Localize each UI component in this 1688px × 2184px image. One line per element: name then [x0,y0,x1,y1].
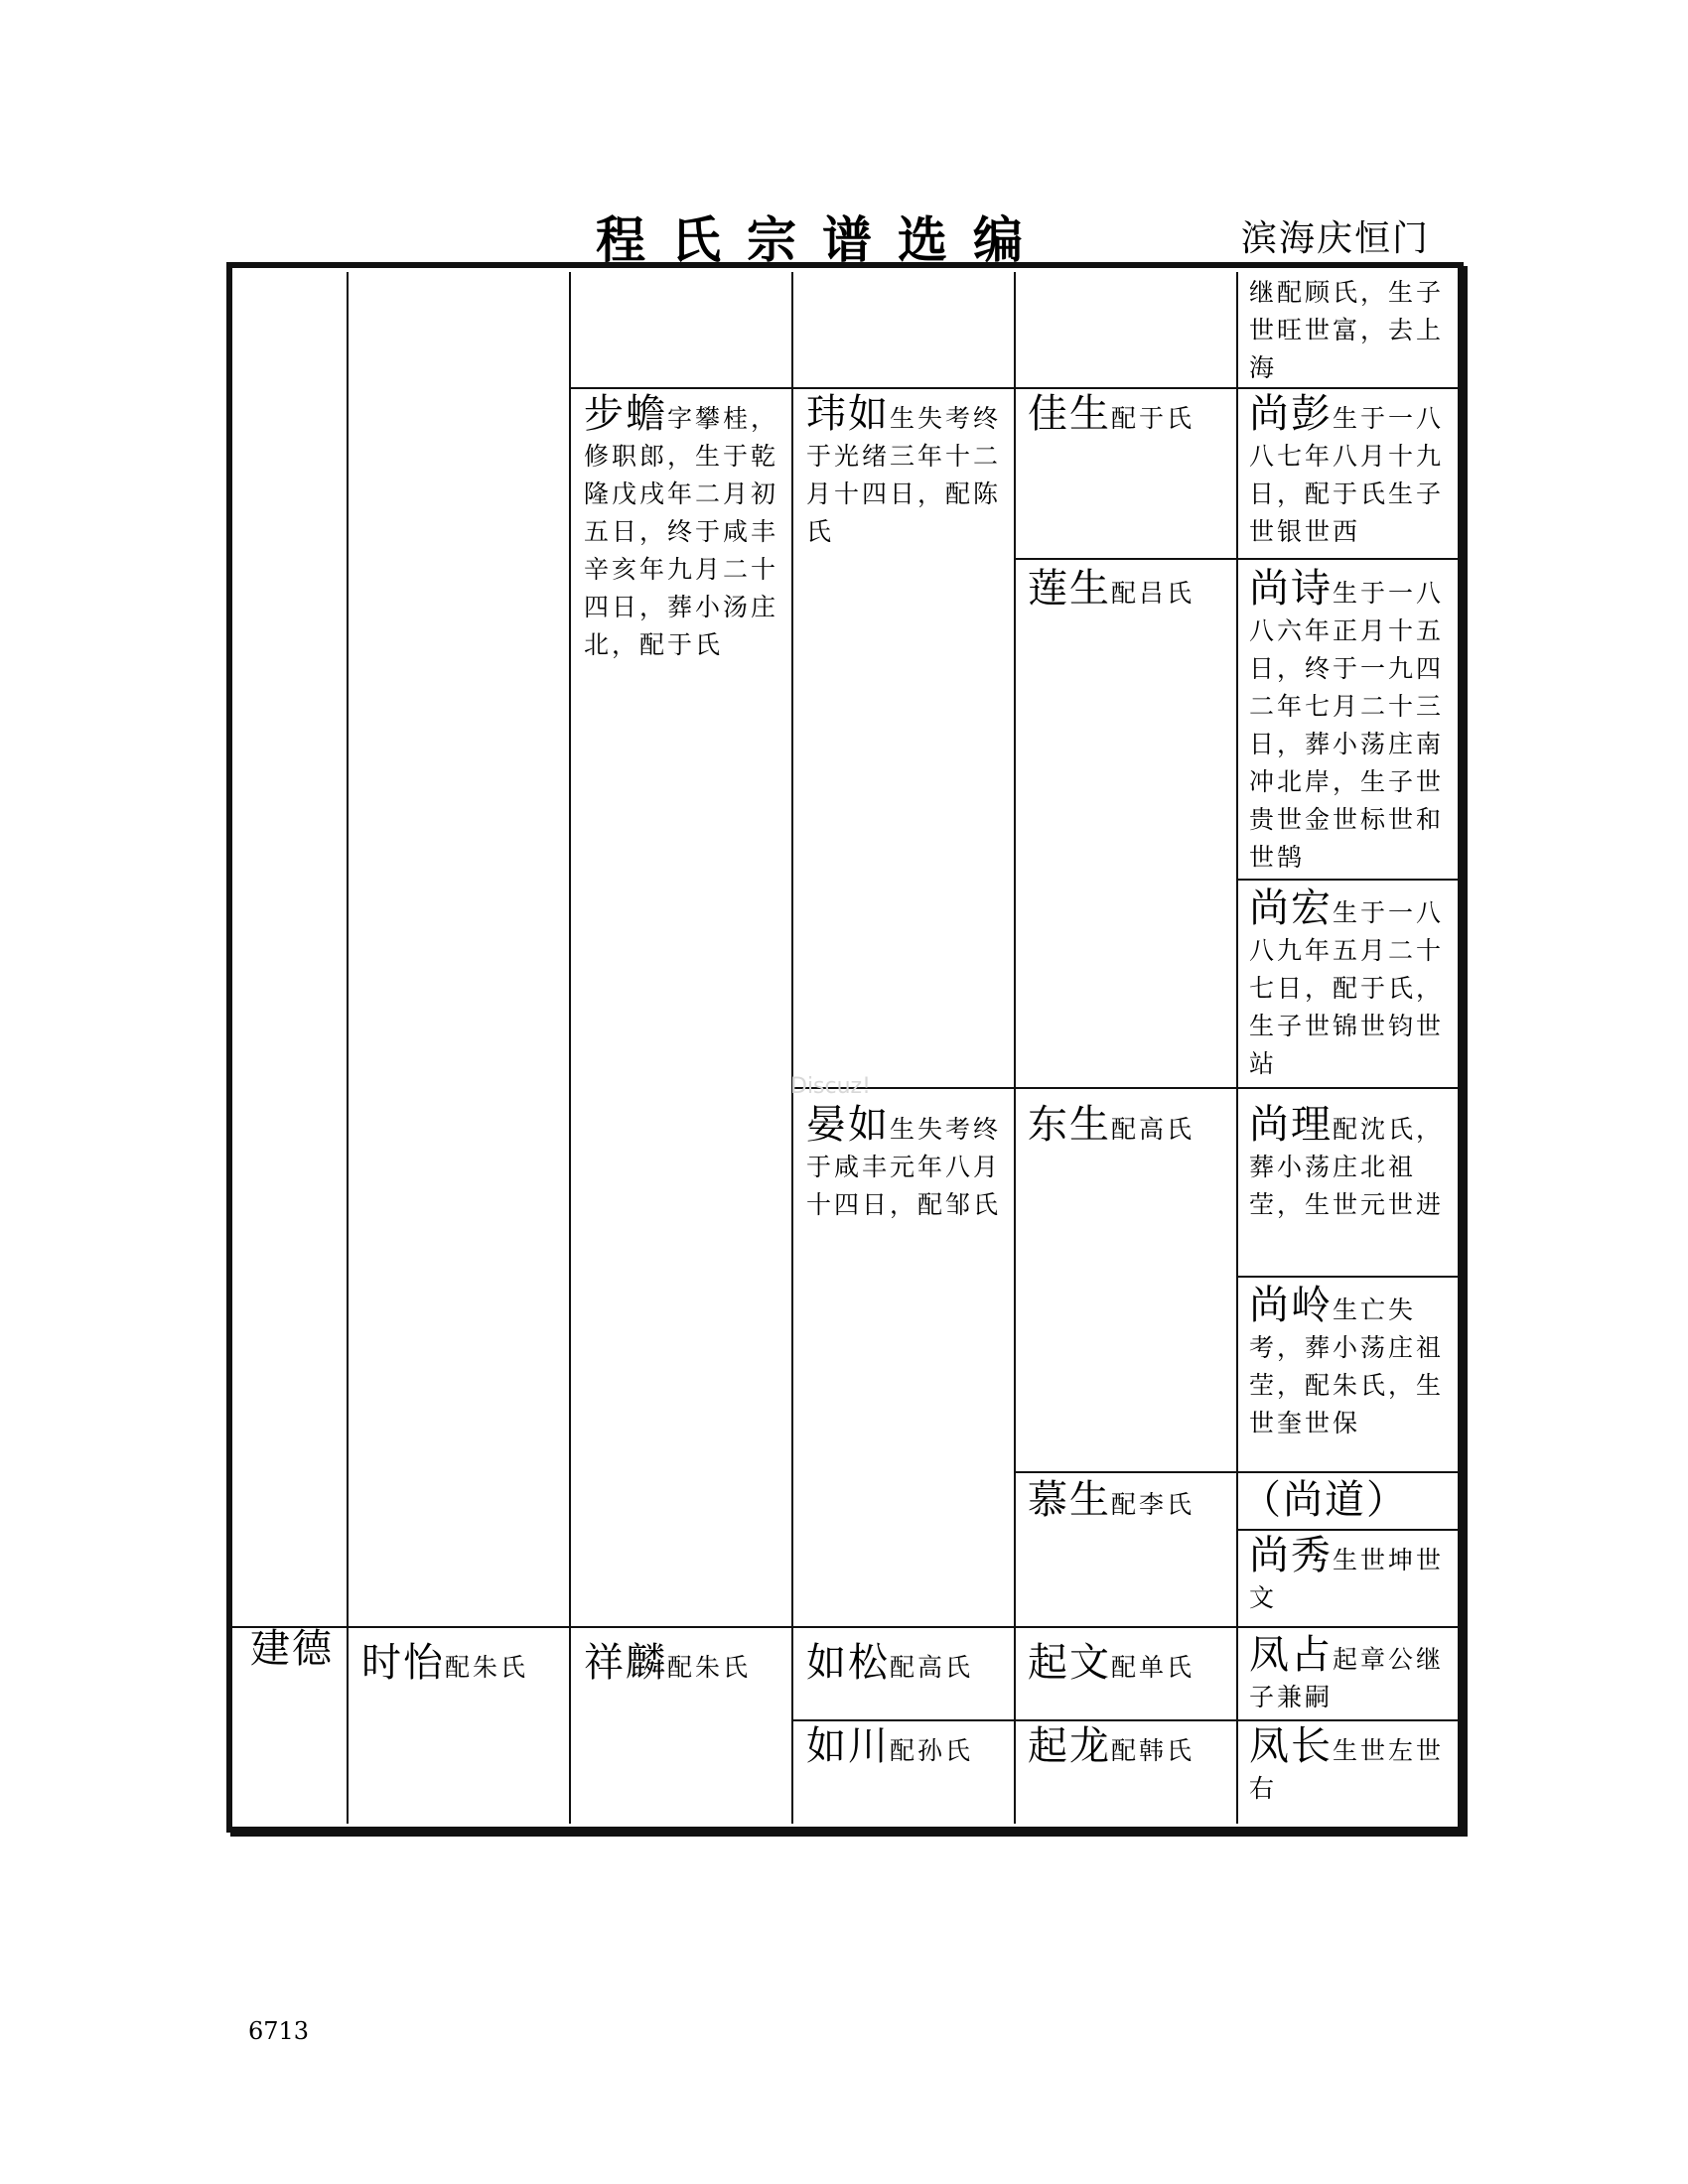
entry-name: 尚岭 [1249,1283,1333,1328]
entry-bu-chan [584,391,779,664]
entry-note: 生于一八八七年八月十九日，配于氏生子世银世西 [1249,404,1445,546]
entry-shang-ling [1249,1283,1452,1442]
entry-name: 慕生 [1028,1477,1111,1523]
entry-note: 配于氏 [1111,404,1196,433]
entry-name: 起文 [1028,1640,1111,1686]
entry-note: 生亡失考，葬小荡庄祖茔，配朱氏，生世奎世保 [1249,1296,1445,1437]
entry-continued-note [1249,274,1452,387]
branch-label: 滨海庆恒门 [1241,218,1431,259]
entry-name: 莲生 [1028,566,1111,612]
row-divider [1236,879,1458,881]
row-divider [791,1719,1458,1721]
column-divider [791,272,793,1824]
row-divider [1236,1276,1458,1278]
entry-name: 时怡 [361,1640,445,1686]
entry-shang-hong [1249,886,1452,1083]
entry-shang-xiu [1249,1533,1452,1617]
row-divider [569,387,1458,389]
row-divider [232,1626,1458,1628]
row-divider [791,1087,1458,1089]
entry-jian-de [250,1626,340,1673]
entry-name: 尚理 [1249,1102,1333,1148]
entry-name: 尚彭 [1249,391,1333,437]
entry-lian-sheng [1028,566,1226,613]
row-divider [1014,558,1458,560]
entry-name: 起龙 [1028,1723,1111,1769]
entry-note: 配高氏 [890,1653,974,1682]
entry-feng-chang [1249,1723,1452,1808]
entry-note: 配朱氏 [445,1653,529,1682]
entry-note: 配孙氏 [890,1736,974,1765]
entry-ru-song [806,1640,1005,1687]
entry-note: 配沈氏，葬小荡庄北祖茔，生世元世进 [1249,1115,1445,1219]
entry-note: 配朱氏 [667,1653,752,1682]
entry-name: 东生 [1028,1102,1111,1148]
entry-feng-zhan [1249,1632,1452,1716]
column-divider [347,272,349,1824]
entry-note: 继配顾氏，生子世旺世富，去上海 [1249,278,1445,382]
entry-name: 凤长 [1249,1723,1333,1769]
entry-note: 配高氏 [1111,1115,1196,1144]
entry-name: 尚秀 [1249,1533,1333,1578]
entry-note: 配吕氏 [1111,579,1196,608]
row-divider [1014,1471,1458,1473]
entry-note: 生世坤世文 [1249,1546,1445,1612]
entry-name: 建德 [250,1626,334,1672]
entry-name: 步蟾 [584,391,667,437]
entry-xiang-lin [584,1640,782,1687]
entry-shang-dao [1241,1477,1452,1524]
entry-name: （尚道） [1241,1477,1408,1523]
entry-note: 生于一八八六年正月十五日，终于一九四二年七月二十三日，葬小荡庄南冲北岸，生子世贵世金世标世和世鹄 [1249,579,1445,872]
entry-name: 祥麟 [584,1640,667,1686]
page-number: 6713 [248,2017,310,2045]
entry-shi-yi [361,1640,560,1687]
watermark-text: Discuz! [790,1074,871,1099]
entry-name: 晏如 [806,1102,890,1148]
entry-shang-shi [1249,566,1452,877]
entry-mu-sheng [1028,1477,1226,1524]
entry-qi-long [1028,1723,1226,1770]
entry-name: 佳生 [1028,391,1111,437]
entry-note: 生世左世右 [1249,1736,1445,1803]
column-divider [569,272,571,1824]
entry-name: 玮如 [806,391,890,437]
entry-note: 配韩氏 [1111,1736,1196,1765]
entry-wei-ru [806,391,1002,551]
entry-yan-ru [806,1102,1002,1224]
entry-jia-sheng [1028,391,1226,438]
entry-shang-peng [1249,391,1452,551]
entry-name: 尚宏 [1249,886,1333,931]
entry-name: 尚诗 [1249,566,1333,612]
column-divider [1014,272,1016,1824]
entry-note: 配李氏 [1111,1490,1196,1519]
entry-name: 凤占 [1249,1632,1333,1678]
row-divider [1236,1529,1458,1531]
entry-note: 生失考终于光绪三年十二月十四日，配陈氏 [806,404,1002,546]
entry-shang-li [1249,1102,1452,1224]
column-divider [1236,272,1238,1824]
entry-name: 如川 [806,1723,890,1769]
entry-note: 生失考终于咸丰元年八月十四日，配邹氏 [806,1115,1002,1219]
document-title: 程氏宗谱选编 [596,210,1049,269]
entry-note: 配单氏 [1111,1653,1196,1682]
entry-note: 字攀桂，修职郎，生于乾隆戊戌年二月初五日，终于咸丰辛亥年九月二十四日，葬小汤庄北，配于氏 [584,404,779,659]
entry-dong-sheng [1028,1102,1226,1149]
entry-ru-chuan [806,1723,1005,1770]
entry-note: 生于一八八九年五月二十七日，配于氏，生子世锦世钧世站 [1249,898,1445,1078]
entry-name: 如松 [806,1640,890,1686]
entry-qi-wen [1028,1640,1226,1687]
entry-note: 起章公继子兼嗣 [1249,1645,1445,1711]
